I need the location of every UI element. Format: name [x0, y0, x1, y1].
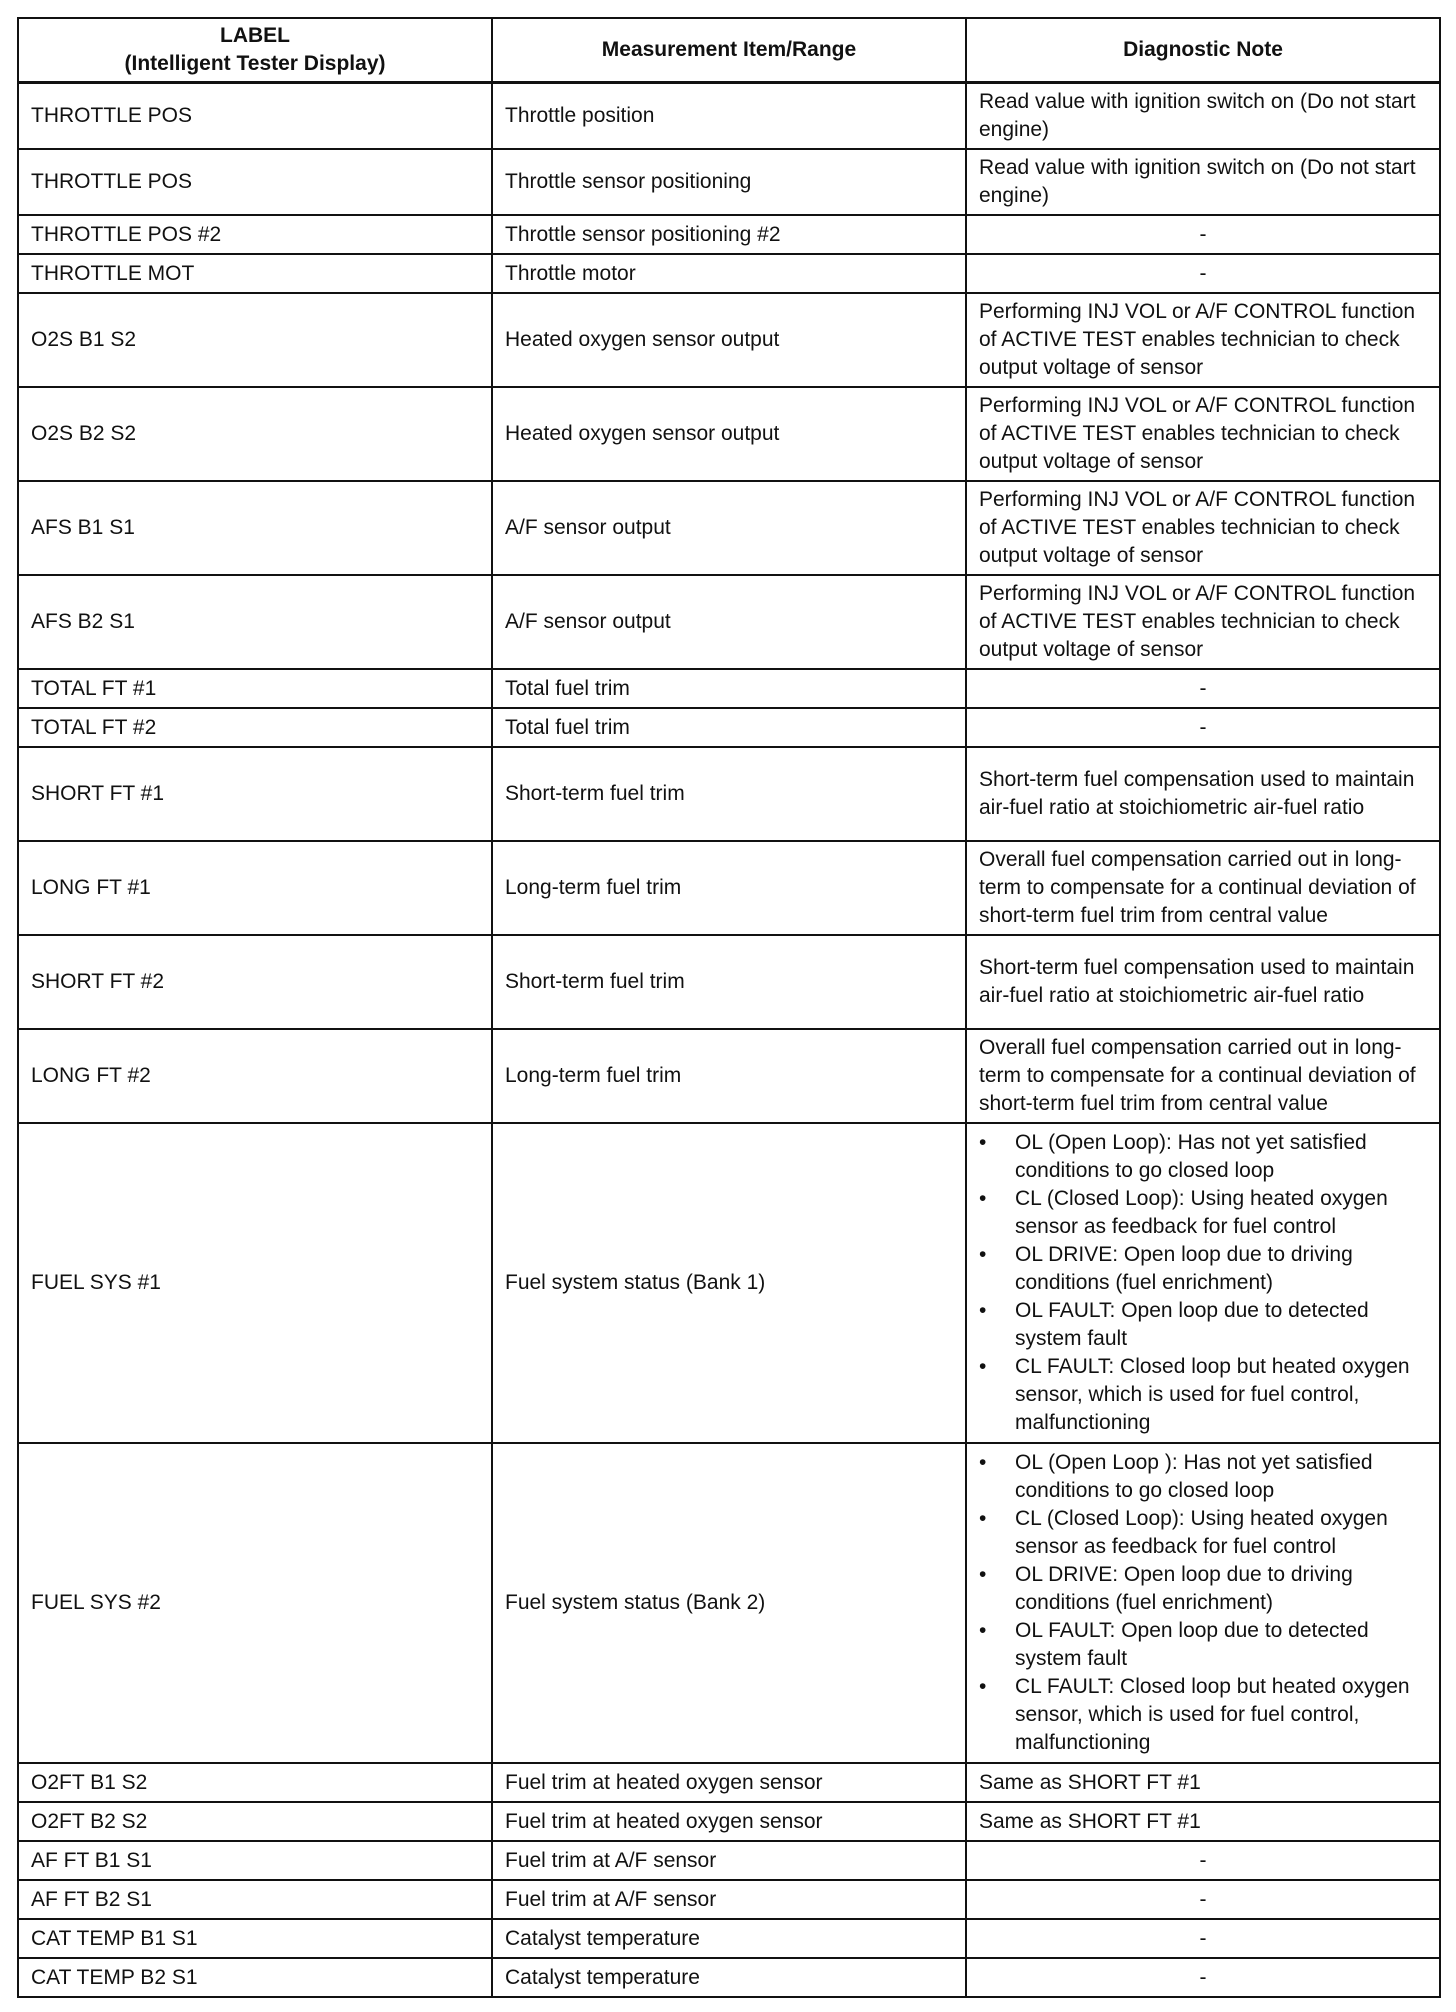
cell-measurement: Throttle sensor positioning — [492, 149, 966, 215]
cell-note: - — [966, 1880, 1440, 1919]
table-row — [18, 83, 1440, 150]
header-row — [18, 18, 1440, 83]
bullet-icon: • — [979, 1187, 987, 1210]
list-item-text: OL FAULT: Open loop due to detected system fault — [1015, 1299, 1369, 1350]
list-item — [977, 1449, 1429, 1505]
cell-measurement: Long-term fuel trim — [492, 841, 966, 935]
cell-label: AF FT B1 S1 — [18, 1841, 492, 1880]
list-item-text: CL FAULT: Closed loop but heated oxygen sensor, which is used for fuel control, malfunctioning — [1015, 1355, 1410, 1434]
cell-measurement: Fuel system status (Bank 1) — [492, 1123, 966, 1443]
cell-measurement: Throttle position — [492, 83, 966, 150]
header-note: Diagnostic Note — [966, 18, 1440, 83]
cell-measurement: Catalyst temperature — [492, 1958, 966, 1997]
cell-measurement: Long-term fuel trim — [492, 1029, 966, 1123]
cell-label: CAT TEMP B1 S1 — [18, 1919, 492, 1958]
table-row — [18, 1029, 1440, 1123]
cell-label: TOTAL FT #2 — [18, 708, 492, 747]
cell-label: AFS B1 S1 — [18, 481, 492, 575]
table-row — [18, 293, 1440, 387]
header-measurement: Measurement Item/Range — [492, 18, 966, 83]
table-row — [18, 254, 1440, 293]
fuel-status-list — [977, 1449, 1429, 1757]
cell-note: - — [966, 1919, 1440, 1958]
cell-note: Performing INJ VOL or A/F CONTROL function of ACTIVE TEST enables technician to check output voltage of sensor — [966, 387, 1440, 481]
cell-measurement: Heated oxygen sensor output — [492, 387, 966, 481]
list-item-text: OL FAULT: Open loop due to detected system fault — [1015, 1619, 1369, 1670]
cell-note: Read value with ignition switch on (Do not start engine) — [966, 149, 1440, 215]
table-row — [18, 1919, 1440, 1958]
cell-label: THROTTLE POS — [18, 83, 492, 150]
cell-measurement: Fuel trim at heated oxygen sensor — [492, 1802, 966, 1841]
cell-label: O2FT B1 S2 — [18, 1763, 492, 1802]
cell-label: CAT TEMP B2 S1 — [18, 1958, 492, 1997]
cell-measurement: Heated oxygen sensor output — [492, 293, 966, 387]
table-row — [18, 149, 1440, 215]
fuel-status-list — [977, 1129, 1429, 1437]
cell-note: Short-term fuel compensation used to maintain air-fuel ratio at stoichiometric air-fuel ratio — [966, 747, 1440, 841]
cell-measurement: A/F sensor output — [492, 481, 966, 575]
list-item-text: CL (Closed Loop): Using heated oxygen sensor as feedback for fuel control — [1015, 1507, 1388, 1558]
table-row — [18, 708, 1440, 747]
bullet-icon: • — [979, 1131, 987, 1154]
list-item — [977, 1129, 1429, 1185]
cell-note: Performing INJ VOL or A/F CONTROL function of ACTIVE TEST enables technician to check output voltage of sensor — [966, 481, 1440, 575]
table-row — [18, 841, 1440, 935]
table-row — [18, 1958, 1440, 1997]
list-item — [977, 1561, 1429, 1617]
cell-note — [966, 1443, 1440, 1763]
bullet-icon: • — [979, 1507, 987, 1530]
list-item-text: OL DRIVE: Open loop due to driving conditions (fuel enrichment) — [1015, 1243, 1353, 1294]
list-item-text: CL FAULT: Closed loop but heated oxygen sensor, which is used for fuel control, malfunctioning — [1015, 1675, 1410, 1754]
cell-measurement: Fuel trim at A/F sensor — [492, 1880, 966, 1919]
cell-label: FUEL SYS #1 — [18, 1123, 492, 1443]
cell-measurement: Short-term fuel trim — [492, 935, 966, 1029]
bullet-icon: • — [979, 1299, 987, 1322]
cell-label: SHORT FT #1 — [18, 747, 492, 841]
cell-note: Same as SHORT FT #1 — [966, 1763, 1440, 1802]
list-item — [977, 1297, 1429, 1353]
table-row — [18, 215, 1440, 254]
table-row — [18, 481, 1440, 575]
bullet-icon: • — [979, 1563, 987, 1586]
cell-note: Overall fuel compensation carried out in long-term to compensate for a continual deviation of short-term fuel trim from central value — [966, 1029, 1440, 1123]
table-row — [18, 1841, 1440, 1880]
cell-note: - — [966, 1958, 1440, 1997]
list-item — [977, 1673, 1429, 1757]
bullet-icon: • — [979, 1619, 987, 1642]
cell-label: O2S B1 S2 — [18, 293, 492, 387]
cell-label: LONG FT #2 — [18, 1029, 492, 1123]
table-row — [18, 1763, 1440, 1802]
cell-note: - — [966, 708, 1440, 747]
table-row — [18, 387, 1440, 481]
cell-note: Overall fuel compensation carried out in long-term to compensate for a continual deviation of short-term fuel trim from central value — [966, 841, 1440, 935]
list-item-text: OL (Open Loop ): Has not yet satisfied conditions to go closed loop — [1015, 1451, 1373, 1502]
cell-note: Performing INJ VOL or A/F CONTROL function of ACTIVE TEST enables technician to check output voltage of sensor — [966, 293, 1440, 387]
list-item-text: CL (Closed Loop): Using heated oxygen sensor as feedback for fuel control — [1015, 1187, 1388, 1238]
list-item — [977, 1617, 1429, 1673]
list-item — [977, 1241, 1429, 1297]
header-label — [18, 18, 492, 83]
cell-label: THROTTLE POS #2 — [18, 215, 492, 254]
list-item — [977, 1505, 1429, 1561]
cell-note: - — [966, 669, 1440, 708]
list-item — [977, 1185, 1429, 1241]
cell-measurement: Catalyst temperature — [492, 1919, 966, 1958]
bullet-icon: • — [979, 1355, 987, 1378]
header-label-line2: (Intelligent Tester Display) — [124, 52, 386, 75]
cell-measurement: Throttle motor — [492, 254, 966, 293]
cell-measurement: Short-term fuel trim — [492, 747, 966, 841]
table-row — [18, 747, 1440, 841]
cell-note: Performing INJ VOL or A/F CONTROL function of ACTIVE TEST enables technician to check output voltage of sensor — [966, 575, 1440, 669]
cell-measurement: Total fuel trim — [492, 669, 966, 708]
cell-measurement: Fuel trim at heated oxygen sensor — [492, 1763, 966, 1802]
cell-label: AF FT B2 S1 — [18, 1880, 492, 1919]
table-row — [18, 935, 1440, 1029]
data-list-table — [17, 17, 1441, 1998]
cell-label: FUEL SYS #2 — [18, 1443, 492, 1763]
cell-note: - — [966, 254, 1440, 293]
cell-label: O2FT B2 S2 — [18, 1802, 492, 1841]
bullet-icon: • — [979, 1243, 987, 1266]
table-row — [18, 1880, 1440, 1919]
cell-label: THROTTLE MOT — [18, 254, 492, 293]
cell-note: - — [966, 1841, 1440, 1880]
cell-measurement: Total fuel trim — [492, 708, 966, 747]
list-item — [977, 1353, 1429, 1437]
cell-label: SHORT FT #2 — [18, 935, 492, 1029]
bullet-icon: • — [979, 1675, 987, 1698]
cell-label: THROTTLE POS — [18, 149, 492, 215]
list-item-text: OL DRIVE: Open loop due to driving conditions (fuel enrichment) — [1015, 1563, 1353, 1614]
cell-measurement: A/F sensor output — [492, 575, 966, 669]
data-list-document — [17, 17, 1439, 1998]
cell-measurement: Fuel system status (Bank 2) — [492, 1443, 966, 1763]
table-row — [18, 669, 1440, 708]
table-row — [18, 1123, 1440, 1443]
cell-label: LONG FT #1 — [18, 841, 492, 935]
cell-note — [966, 1123, 1440, 1443]
table-row — [18, 1802, 1440, 1841]
bullet-icon: • — [979, 1451, 987, 1474]
cell-note: Short-term fuel compensation used to maintain air-fuel ratio at stoichiometric air-fuel ratio — [966, 935, 1440, 1029]
cell-note: Read value with ignition switch on (Do not start engine) — [966, 83, 1440, 150]
cell-note: - — [966, 215, 1440, 254]
cell-measurement: Fuel trim at A/F sensor — [492, 1841, 966, 1880]
cell-note: Same as SHORT FT #1 — [966, 1802, 1440, 1841]
cell-measurement: Throttle sensor positioning #2 — [492, 215, 966, 254]
cell-label: AFS B2 S1 — [18, 575, 492, 669]
table-row — [18, 575, 1440, 669]
list-item-text: OL (Open Loop): Has not yet satisfied conditions to go closed loop — [1015, 1131, 1367, 1182]
cell-label: O2S B2 S2 — [18, 387, 492, 481]
table-row — [18, 1443, 1440, 1763]
header-label-line1: LABEL — [220, 24, 290, 47]
cell-label: TOTAL FT #1 — [18, 669, 492, 708]
